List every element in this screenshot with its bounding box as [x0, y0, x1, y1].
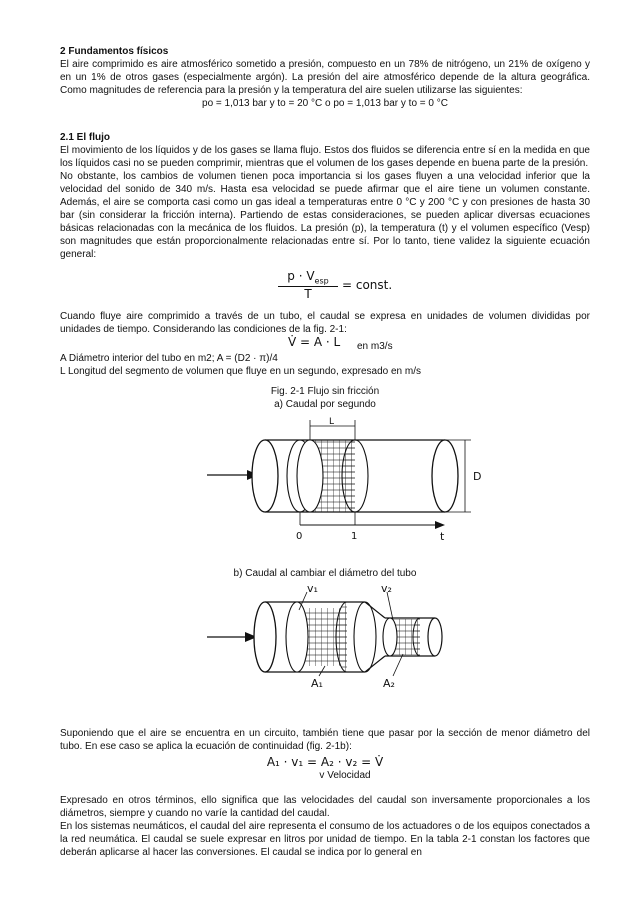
- continuity-paragraph: Suponiendo que el aire se encuentra en un circuito, también tiene que pasar por la sección de menor diámetro del tubo. En ese caso se aplica la ecuación de continuidad (fig. 2-1b):: [60, 728, 590, 752]
- flow-arrow-icon: [207, 470, 259, 480]
- label-1: 1: [351, 531, 358, 542]
- closing-block: [60, 794, 590, 859]
- flow-paragraph-2: No obstante, los cambios de volumen tienen poca importancia si los gases fluyen a una velocidad inferior que la velocidad del sonido de 340 m/s. Hasta esa velocidad se puede afirmar que el aire tiene un volumen constante. Además, el aire se comporta casi como un gas ideal a temperaturas entre 0 °C y 200 °C y con presiones de hasta 30 bar (sin considerar la fricción interna). Partiendo de estas consideraciones, se pueden aplicar diversas ecuaciones básicas relacionadas con la mecánica de los fluidos. La presión (p), la temperatura (t) y el volumen específico (Vesp) son magnitudes que están proporcionalmente relacionadas entre sí. Por lo tanto, tiene validez la siguiente ecuación general:: [60, 171, 590, 260]
- small-pipe-section: [383, 618, 442, 656]
- closing-paragraph-2: En los sistemas neumáticos, el caudal del aire representa el consumo de los actuadores o de los equipos conectados a la red neumática. El caudal se suele expresar en litros por unidad de tiempo. En la tabla 2-1 constan los factores que deberán aplicarse al hacer las conversiones. El caudal se indica por lo general en: [60, 821, 590, 858]
- pipe-reducer: [354, 602, 385, 672]
- equation-numerator: $p \cdot V_{esp}$: [287, 269, 329, 286]
- continuity-equation: A₁ · v₁ = A₂ · v₂ = V̇: [266, 755, 384, 769]
- large-pipe-section: [254, 602, 365, 672]
- label-L: L: [329, 417, 335, 427]
- flow-paragraph-3-block: [60, 310, 590, 336]
- figure-a-caption: a) Caudal por segundo: [274, 399, 376, 410]
- time-axis: [296, 512, 445, 543]
- flow-equation-unit: en m3/s: [357, 341, 393, 352]
- definition-L: L Longitud del segmento de volumen que fluye en un segundo, expresado en m/s: [60, 366, 421, 377]
- flow-equation-row: [60, 336, 590, 352]
- general-equation: [278, 270, 418, 304]
- volume-segment: [297, 440, 368, 512]
- flow-arrow-icon: [207, 632, 257, 642]
- label-0: 0: [296, 531, 303, 542]
- figure-b-caption: b) Caudal al cambiar el diámetro del tubo: [233, 568, 417, 579]
- continuity-block: [60, 727, 590, 782]
- label-v2: v₂: [381, 582, 392, 595]
- label-A1: A₁: [311, 677, 323, 690]
- label-t: t: [440, 530, 445, 543]
- length-dimension: [310, 417, 355, 440]
- flow-paragraph-1: El movimiento de los líquidos y de los gases se llama flujo. Estos dos fluidos se diferencia entre sí en la medida en que los líquidos casi no se pueden comprimir, mientras que el volumen de los gases depende en buena parte de la presión.: [60, 145, 590, 169]
- figure-a-pipe-diagram: [195, 415, 505, 545]
- velocity-definition: v Velocidad: [319, 770, 371, 781]
- equation-denominator: T: [304, 287, 312, 301]
- label-D: D: [473, 470, 482, 483]
- label-A2: A₂: [383, 677, 395, 690]
- figure-b-caption-block: [60, 567, 590, 580]
- label-v1: v₁: [307, 582, 318, 595]
- section-2-1-heading: 2.1 El flujo: [60, 132, 111, 143]
- definitions: [60, 352, 590, 378]
- definition-A: A Diámetro interior del tubo en m2; A = (D2 · π)/4: [60, 353, 278, 364]
- figure-caption: [60, 385, 590, 411]
- reference-values: po = 1,013 bar y to = 20 °C o po = 1,013 bar y to = 0 °C: [202, 98, 448, 109]
- section-2-heading: 2 Fundamentos físicos: [60, 46, 169, 57]
- figure-title: Fig. 2-1 Flujo sin fricción: [270, 386, 380, 397]
- section-2-1: [60, 131, 590, 261]
- flow-paragraph-3: Cuando fluye aire comprimido a través de un tubo, el caudal se expresa en unidades de volumen divididas por unidades de tiempo. Considerando las condiciones de la fig. 2-1:: [60, 311, 590, 335]
- flow-equation: V̇ = A · L: [288, 335, 341, 349]
- section-2-paragraph: El aire comprimido es aire atmosférico sometido a presión, compuesto en un 78% de nitrógeno, un 21% de oxígeno y en un 1% de otros gases (especialmente argón). La presión del aire atmosférico depende de la altura geográfica. Como magnitudes de referencia para la presión y la temperatura del aire suelen utilizarse las siguientes:: [60, 59, 590, 96]
- equation-rhs: = const.: [342, 278, 393, 292]
- closing-paragraph-1: Expresado en otros términos, ello significa que las velocidades del caudal son inversamente proporcionales a los diámetros, siempre y cuando no varíe la cantidad del caudal.: [60, 795, 590, 819]
- figure-b-pipe-diagram: [195, 580, 455, 690]
- section-2: [60, 45, 590, 110]
